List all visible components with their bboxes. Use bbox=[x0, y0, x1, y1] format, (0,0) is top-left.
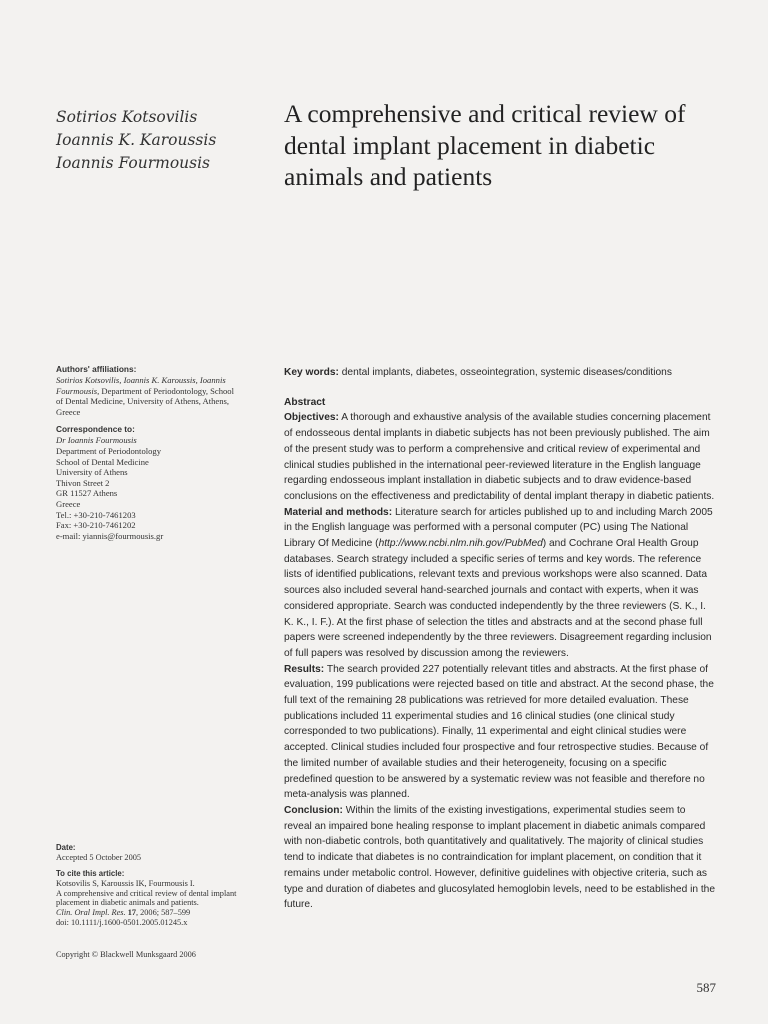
cite-heading: To cite this article: bbox=[56, 868, 125, 878]
keywords-text: dental implants, diabetes, osseointegration, systemic diseases/conditions bbox=[341, 367, 672, 378]
cite-journal-line: Clin. Oral Impl. Res. 17, 2006; 587–599 bbox=[56, 908, 191, 918]
page-number: 587 bbox=[696, 980, 716, 995]
author-name: Ioannis K. Karoussis bbox=[56, 131, 217, 149]
author-list bbox=[56, 106, 266, 175]
affiliations-line: of Dental Medicine, University of Athens, Athens, bbox=[56, 396, 230, 407]
correspondence-line: School of Dental Medicine bbox=[56, 456, 149, 467]
cite-line: placement in diabetic animals and patients. bbox=[56, 898, 199, 908]
author-name: Sotirios Kotsovilis bbox=[56, 108, 198, 126]
abstract-results: Results: The search provided 227 potentially relevant titles and abstracts. At the first phase of evaluation, 199 publications were rejected based on title and abstract. At the second phase, the full text of the remaining 28 publications was retrieved for more detailed evaluation. These publications included 11 experimental studies and 16 clinical studies (one clinical study corresponded to two publications). Finally, 11 experimental and eight clinical studies were accepted. Clinical studies included four prospective and four retrospective studies. Because of the limited number of available studies and their heterogeneity, focusing on a specific predefined question to be answered by a systematic review was not feasible and therefore no meta-analysis was planned. bbox=[284, 663, 714, 801]
date-heading: Date: bbox=[56, 843, 76, 852]
copyright-notice: Copyright © Blackwell Munksgaard 2006 bbox=[56, 950, 196, 959]
abstract-methods: Material and methods: Literature search for articles published up to and including March 2005 in the English language was performed with a personal computer (PC) using The National Library Of Medicine (http://www.ncbi.nlm.nih.gov/PubMed) and Cochrane Oral Health Group databases. Search strategy included a specific series of terms and key words. The reference lists of identified publications, relevant texts and previous workshops were also scanned. Data sources also included several hand-searched journals and contact with experts, when it was considered appropriate. Search was conducted independently by the three reviewers (S. K., I. K. K., I. F.). At the first phase of selection the titles and abstracts and at the second phase full papers were screened independently by the three reviewers. Disagreement regarding inclusion of full papers was resolved by discussion among the reviewers. bbox=[284, 506, 713, 659]
pubmed-url: http://www.ncbi.nlm.nih.gov/PubMed bbox=[378, 538, 543, 550]
abstract-section bbox=[284, 365, 716, 913]
correspondence-name: Dr Ioannis Fourmousis bbox=[56, 435, 137, 446]
correspondence-line: Thivon Street 2 bbox=[56, 477, 110, 488]
title-line: A comprehensive and critical review of bbox=[284, 99, 686, 128]
keywords-label: Key words: bbox=[284, 367, 339, 378]
affiliations-line: Greece bbox=[56, 406, 81, 417]
title-line: animals and patients bbox=[284, 162, 493, 191]
abstract-conclusion: Conclusion: Within the limits of the existing investigations, experimental studies seem to reveal an impaired bone healing response to implant placement in diabetic animals compared with non-diabetic controls, both quantitatively and qualitatively. The majority of clinical studies tend to indicate that diabetes is no contraindication for implant placement, on condition that it remains under metabolic control. However, definitive guidelines with objective criteria, such as type and duration of diabetes and glucosylated hemoglobin levels, need to be established in the future. bbox=[284, 804, 716, 911]
affiliations-line: Sotirios Kotsovilis, Ioannis K. Karoussis, Ioannis bbox=[56, 375, 226, 385]
cite-line: Kotsovilis S, Karoussis IK, Fourmousis I. bbox=[56, 878, 195, 888]
correspondence-phone: Tel.: +30-210-7461203 bbox=[56, 509, 136, 520]
affiliations-heading: Authors' affiliations: bbox=[56, 364, 137, 374]
correspondence-line: Department of Periodontology bbox=[56, 445, 162, 456]
cite-line: A comprehensive and critical review of dental implant bbox=[56, 888, 237, 898]
correspondence-heading: Correspondence to: bbox=[56, 424, 135, 435]
abstract-objectives: Objectives: A thorough and exhaustive analysis of the available studies concerning placement of endosseous dental implants in diabetic subjects has not been previously published. The aim of the present study was to perform a comprehensive and critical review of experimental and clinical studies published in the international peer-reviewed literature in the English language regarding endosseous implant installation in diabetic subjects and to draw evidence-based conclusions on the effectiveness and predictability of dental implant therapy in diabetic patients. bbox=[284, 412, 715, 502]
sidebar-info bbox=[56, 364, 271, 541]
affiliations-line: Fourmousis, Department of Periodontology, School bbox=[56, 385, 234, 396]
article-title bbox=[284, 98, 734, 193]
title-line: dental implant placement in diabetic bbox=[284, 130, 656, 160]
abstract-heading: Abstract bbox=[284, 396, 326, 408]
keywords-line bbox=[284, 365, 716, 381]
author-name: Ioannis Fourmousis bbox=[56, 154, 211, 172]
correspondence-fax: Fax: +30-210-7461202 bbox=[56, 520, 136, 531]
citation-info bbox=[56, 843, 271, 928]
date-value: Accepted 5 October 2005 bbox=[56, 853, 142, 862]
correspondence-line: Greece bbox=[56, 498, 81, 509]
correspondence-line: GR 11527 Athens bbox=[56, 488, 118, 499]
correspondence-email: e-mail: yiannis@fourmousis.gr bbox=[56, 530, 164, 541]
cite-doi: doi: 10.1111/j.1600-0501.2005.01245.x bbox=[56, 917, 188, 927]
correspondence-line: University of Athens bbox=[56, 467, 128, 478]
